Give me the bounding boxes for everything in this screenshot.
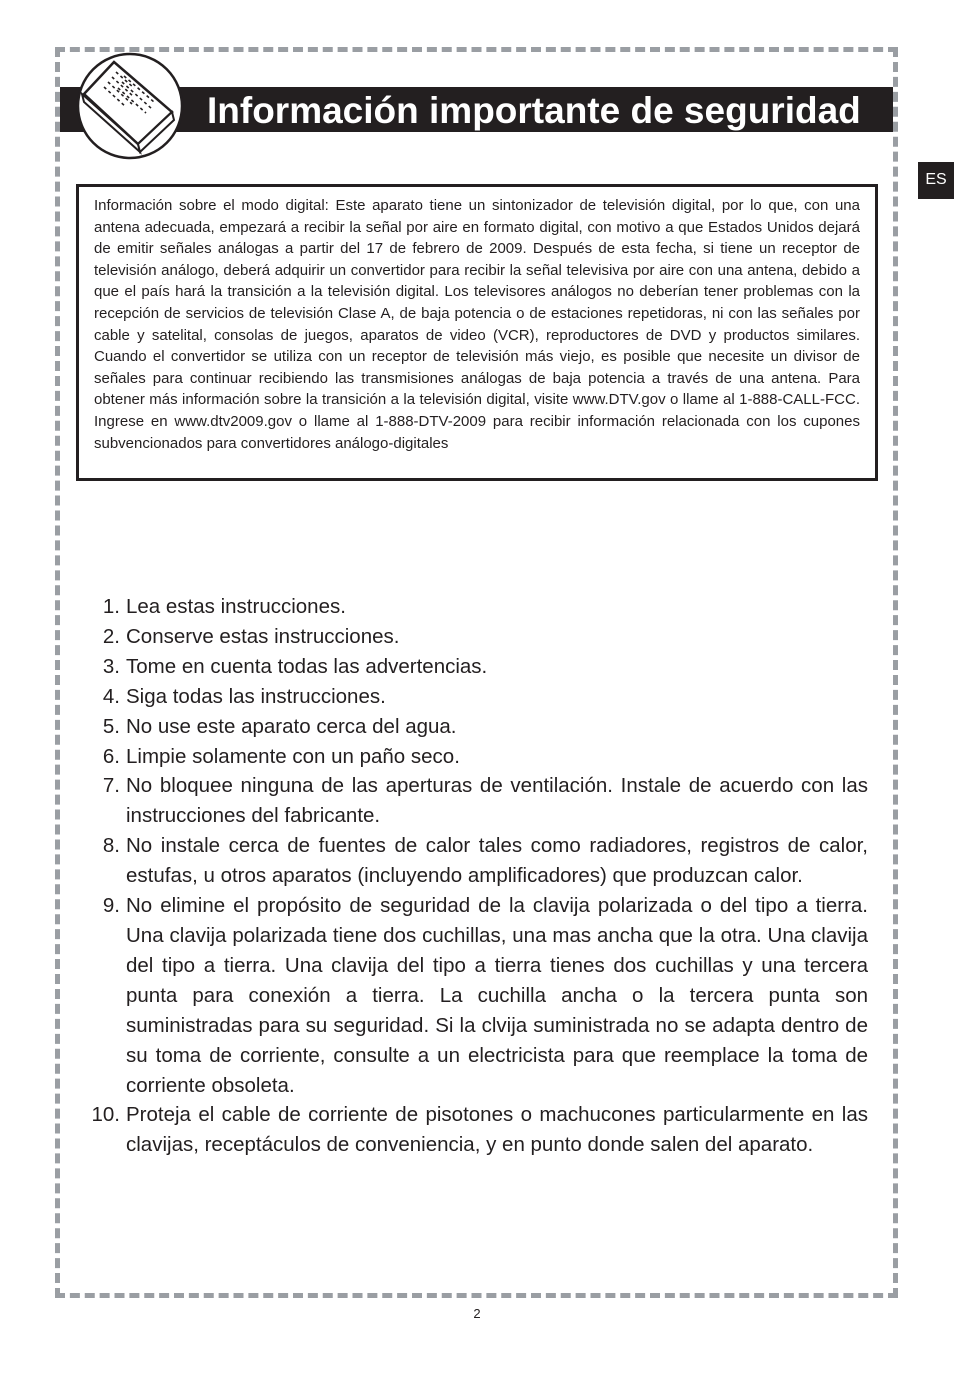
item-number: 8. [102,834,120,858]
list-item [85,742,868,772]
language-tab: ES [918,162,954,199]
list-item [85,682,868,712]
item-number: 1. [102,595,120,618]
item-text: No use este aparato cerca del agua. [126,714,457,738]
item-number: 10. [91,1103,120,1127]
item-text: Conserve estas instrucciones. [126,624,400,648]
item-text: No elimine el propósito de seguridad de la clavija polarizada o del tipo a tierra. Una clavija polarizada tiene dos cuchillas, una mas ancha que la otra. Una clavija del tipo a tierra. Una clavija del tipo a tierra tienes dos cuchillas y una tercera punta para conexión a tierra. La cuchilla ancha o la tercera punta son suministradas para su seguridad. Si la clvija suministrada no se adapta dentro de su toma de corriente, consulte a un electricista para que reemplace la toma de corriente obsoleta. [126,894,868,1097]
list-item [85,592,868,622]
item-number: 9. [102,894,120,918]
list-item [85,622,868,652]
list-item [85,1100,868,1160]
item-number: 5. [102,714,120,738]
item-number: 4. [102,684,120,708]
list-item [85,652,868,682]
item-number: 2. [102,624,120,648]
list-item [85,831,868,891]
list-item [85,712,868,742]
item-text: Limpie solamente con un paño seco. [126,744,460,768]
page-title: Información importante de seguridad [207,90,861,131]
item-number: 6. [102,744,120,768]
safety-instructions-list [85,592,868,1160]
list-item [85,771,868,831]
item-text: No bloquee ninguna de las aperturas de ventilación. Instale de acuerdo con las instrucciones del fabricante. [126,774,868,828]
item-text: No instale cerca de fuentes de calor tales como radiadores, registros de calor, estufas, u otros aparatos (incluyendo amplificadores) que produzcan calor. [126,834,868,888]
item-text: Tome en cuenta todas las advertencias. [126,654,488,678]
item-text: Proteja el cable de corriente de pisotones o machucones particularmente en las clavijas, receptáculos de conveniencia, y en punto donde salen del aparato. [126,1103,868,1157]
open-book-icon [76,52,184,160]
item-number: 3. [102,654,120,678]
notice-text: Información sobre el modo digital: Este aparato tiene un sintonizador de televisión digital, por lo que, con una antena adecuada, empezará a recibir la señal por aire en formato digital, con motivo a que Estados Unidos dejará de emitir señales análogas a partir del 17 de febrero de 2009. Después de esta fecha, si tiene un receptor de televisión análogo, deberá adquirir un convertidor para recibir la señal televisiva por aire con una antena, debido a que el país hará la transición a la televisión digital. Los televisores análogos no deberían tener problemas con la recepción de servicios de televisión Clase A, de baja potencia o de estaciones repetidoras, ni con las señales por cable y satelital, consolas de juegos, aparatos de video (VCR), reproductores de DVD y productos similares. Cuando el convertidor se utiliza con un receptor de televisión más viejo, es posible que necesite un divisor de señales para continuar recibiendo las transmisiones análogas de baja potencia a través de una antena. Para obtener más información sobre la transición a la televisión digital, visite www.DTV.gov o llame al 1-888-CALL-FCC. Ingrese en www.dtv2009.gov o llame al 1-888-DTV-2009 para recibir información relacionada con los cupones subvencionados para convertidores análogo-digitales [94,197,860,452]
item-text: Lea estas instrucciones. [126,595,346,618]
page-number: 2 [473,1306,481,1321]
item-text: Siga todas las instrucciones. [126,684,386,708]
item-number: 7. [102,774,120,798]
list-item [85,891,868,1100]
digital-mode-notice [76,184,878,481]
